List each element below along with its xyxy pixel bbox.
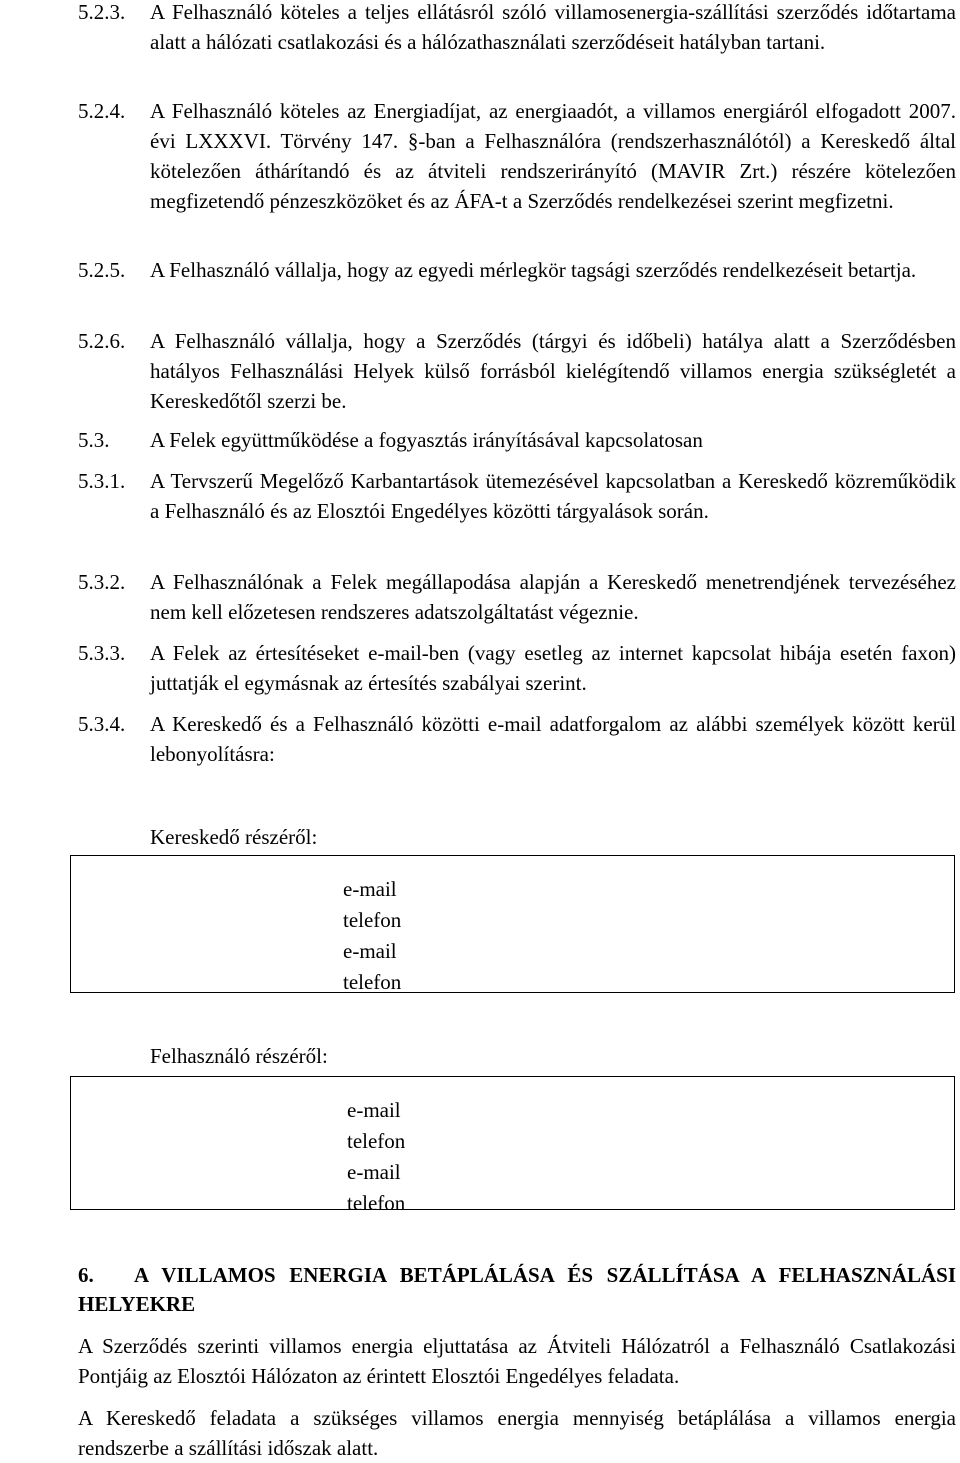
clause-text: A Felek együttműködése a fogyasztás irányításával kapcsolatosan: [150, 428, 703, 452]
kereskedo-contact-box: [70, 855, 955, 993]
clause-5-3-1: [78, 466, 956, 526]
contact-email: e-mail: [347, 1160, 401, 1184]
contact-email: e-mail: [343, 877, 397, 901]
kereskedo-contact-label: Kereskedő részéről:: [150, 825, 318, 849]
clause-5-3-2: [78, 567, 956, 627]
clause-number: 5.3.1.: [78, 469, 126, 493]
clause-text: A Tervszerű Megelőző Karbantartások ütemezésével kapcsolatban a Kereskedő közreműködik a Felhasználó és az Elosztói Engedélyes közötti tárgyalások során.: [150, 469, 956, 523]
clause-number: 5.2.4.: [78, 99, 126, 123]
clause-text: A Felhasználó köteles a teljes ellátásról szóló villamosenergia-szállítási szerződés időtartama alatt a hálózati csatlakozási és a hálózathasználati szerződéseit hatályban tartani.: [150, 0, 956, 54]
clause-number: 5.2.6.: [78, 329, 126, 353]
clause-number: 5.3.3.: [78, 641, 126, 665]
felhasznalo-contact-label: Felhasználó részéről:: [150, 1044, 328, 1068]
clause-5-3-3: [78, 638, 956, 698]
section-6-paragraph-2: A Kereskedő feladata a szükséges villamos energia mennyiség betáplálása a villamos energia rendszerbe a szállítási időszak alatt.: [78, 1406, 956, 1460]
clause-text: A Felhasználó vállalja, hogy az egyedi mérlegkör tagsági szerződés rendelkezéseit betartja.: [150, 258, 917, 282]
clause-5-3: [78, 425, 956, 455]
kereskedo-contact-lines: [343, 874, 401, 998]
contact-email: e-mail: [343, 939, 397, 963]
clause-number: 5.3.2.: [78, 570, 126, 594]
clause-5-2-5: [78, 255, 956, 285]
section-6-paragraph-1: A Szerződés szerinti villamos energia eljuttatása az Átviteli Hálózatról a Felhasználó Csatlakozási Pontjáig az Elosztói Hálózaton az érintett Elosztói Engedélyes feladata.: [78, 1334, 956, 1388]
felhasznalo-contact-lines: [347, 1095, 405, 1219]
clause-text: A Felek az értesítéseket e-mail-ben (vagy esetleg az internet kapcsolat hibája esetén faxon) juttatják el egymásnak az értesítés szabályai szerint.: [150, 641, 956, 695]
contact-phone: telefon: [343, 908, 402, 932]
contact-phone: telefon: [347, 1191, 406, 1215]
contact-phone: telefon: [347, 1129, 406, 1153]
clause-number: 5.3.: [78, 428, 110, 452]
clause-5-2-3: [78, 0, 956, 57]
clause-5-3-4: [78, 709, 956, 769]
clause-number: 5.2.5.: [78, 258, 126, 282]
clause-text: A Felhasználónak a Felek megállapodása alapján a Kereskedő menetrendjének tervezéséhez nem kell előzetesen rendszeres adatszolgáltatást végeznie.: [150, 570, 956, 624]
clause-5-2-4: [78, 96, 956, 216]
contact-email: e-mail: [347, 1098, 401, 1122]
section-title: A VILLAMOS ENERGIA BETÁPLÁLÁSA ÉS SZÁLLÍTÁSA A FELHASZNÁLÁSI HELYEKRE: [78, 1263, 956, 1316]
contact-phone: telefon: [343, 970, 402, 994]
clause-number: 5.3.4.: [78, 712, 126, 736]
section-6-heading: [78, 1261, 956, 1319]
clause-text: A Felhasználó vállalja, hogy a Szerződés (tárgyi és időbeli) hatálya alatt a Szerződésben hatályos Felhasználási Helyek külső forrásból kielégítendő villamos energia szükségletét a Kereskedőtől szerzi be.: [150, 329, 956, 413]
section-number: 6.: [78, 1263, 94, 1287]
clause-5-2-6: [78, 326, 956, 416]
clause-number: 5.2.3.: [78, 0, 126, 24]
clause-text: A Felhasználó köteles az Energiadíjat, az energiaadót, a villamos energiáról elfogadott 2007. évi LXXXVI. Törvény 147. §-ban a Felhasználóra (rendszerhasználótól) a Kereskedő által kötelezően áthárítandó és az átviteli rendszerirányító (MAVIR Zrt.) részére kötelezően megfizetendő pénzeszközöket és az ÁFA-t a Szerződés rendelkezései szerint megfizetni.: [150, 99, 956, 213]
clause-text: A Kereskedő és a Felhasználó közötti e-mail adatforgalom az alábbi személyek között kerül lebonyolításra:: [150, 712, 956, 766]
felhasznalo-contact-box: [70, 1076, 955, 1215]
